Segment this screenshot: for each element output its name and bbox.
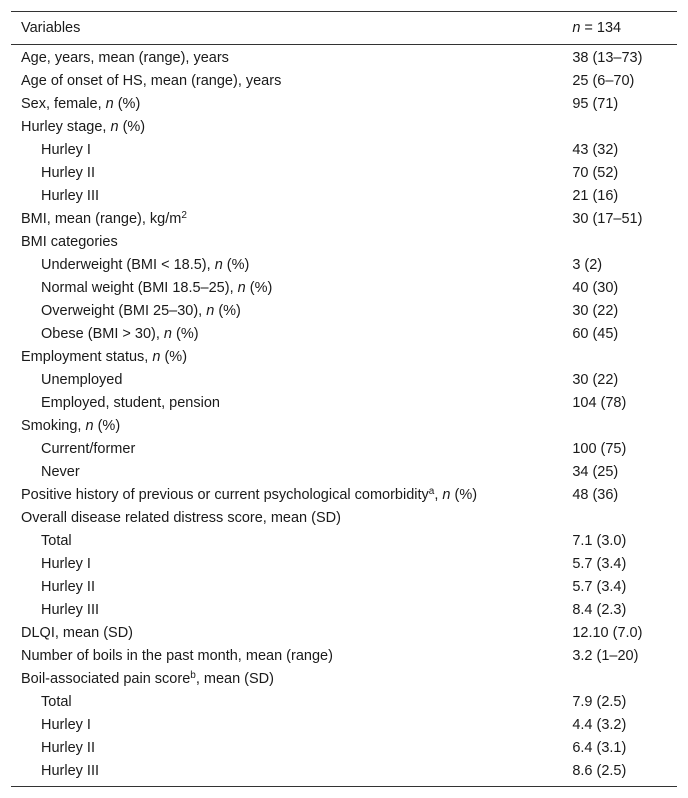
table-row bbox=[11, 116, 677, 139]
row-label: Obese (BMI > 30), n (%) bbox=[41, 326, 199, 342]
row-label: Total bbox=[41, 533, 72, 549]
row-label: Hurley III bbox=[41, 188, 100, 204]
row-value: 5.7 (3.4) bbox=[572, 579, 627, 595]
table-row bbox=[11, 576, 677, 599]
row-label: Employed, student, pension bbox=[41, 395, 220, 411]
row-label: Hurley II bbox=[41, 579, 95, 595]
row-label: Total bbox=[41, 694, 72, 710]
table-row bbox=[11, 231, 677, 254]
row-value: 25 (6–70) bbox=[572, 73, 635, 89]
row-value: 100 (75) bbox=[572, 441, 627, 457]
table-row bbox=[11, 162, 677, 185]
row-value: 43 (32) bbox=[572, 142, 619, 158]
table-row bbox=[11, 208, 677, 231]
row-label: BMI, mean (range), $kg/m^2$ bbox=[21, 210, 187, 227]
row-label: Never bbox=[41, 464, 80, 480]
row-value: 40 (30) bbox=[572, 280, 619, 296]
row-value bbox=[572, 668, 677, 691]
row-label: Age of onset of HS, mean (range), years bbox=[21, 73, 282, 89]
row-value: 104 (78) bbox=[572, 395, 627, 411]
row-label: Hurley III bbox=[41, 602, 100, 618]
row-label: Overall disease related distress score, mean (SD) bbox=[21, 510, 341, 526]
row-value bbox=[572, 116, 677, 139]
row-label: Smoking, n (%) bbox=[21, 418, 121, 434]
row-value: 3.2 (1–20) bbox=[572, 648, 639, 664]
row-label: Normal weight (BMI 18.5–25), n (%) bbox=[41, 280, 273, 296]
row-label: Overweight (BMI 25–30), n (%) bbox=[41, 303, 241, 319]
table-row bbox=[11, 507, 677, 530]
table-row bbox=[11, 277, 677, 300]
table-row bbox=[11, 645, 677, 668]
row-value: 3 (2) bbox=[572, 257, 603, 273]
row-value: 30 (17–51) bbox=[572, 211, 643, 227]
row-value: 7.1 (3.0) bbox=[572, 533, 627, 549]
table-row bbox=[11, 553, 677, 576]
table-row bbox=[11, 461, 677, 484]
table-row bbox=[11, 254, 677, 277]
row-label: Employment status, n (%) bbox=[21, 349, 188, 365]
header-variables: Variables bbox=[21, 20, 81, 36]
table-row bbox=[11, 622, 677, 645]
row-value: 95 (71) bbox=[572, 96, 619, 112]
row-label: Hurley III bbox=[41, 763, 100, 779]
table-row bbox=[11, 737, 677, 760]
row-label: Positive history of previous or current psychological comorbidity$^a$, n (%) bbox=[21, 486, 478, 503]
row-value: 48 (36) bbox=[572, 487, 619, 503]
table-row bbox=[11, 668, 677, 691]
header-n: n = 134 bbox=[572, 20, 622, 36]
row-value: 30 (22) bbox=[572, 372, 619, 388]
table-row bbox=[11, 300, 677, 323]
row-label: Hurley I bbox=[41, 717, 91, 733]
table-row bbox=[11, 438, 677, 461]
row-label: Hurley II bbox=[41, 740, 95, 756]
row-value bbox=[572, 507, 677, 530]
table-row bbox=[11, 346, 677, 369]
row-value: 4.4 (3.2) bbox=[572, 717, 627, 733]
row-label: Hurley II bbox=[41, 165, 95, 181]
table-row bbox=[11, 415, 677, 438]
row-value: 30 (22) bbox=[572, 303, 619, 319]
row-label: Sex, female, n (%) bbox=[21, 96, 141, 112]
row-value: 38 (13–73) bbox=[572, 50, 643, 66]
table-row bbox=[11, 599, 677, 622]
row-value: 70 (52) bbox=[572, 165, 619, 181]
row-value: 60 (45) bbox=[572, 326, 619, 342]
row-label: Age, years, mean (range), years bbox=[21, 50, 229, 66]
row-value bbox=[572, 231, 677, 254]
row-value: 12.10 (7.0) bbox=[572, 625, 643, 641]
row-value: 8.6 (2.5) bbox=[572, 763, 627, 779]
row-label: BMI categories bbox=[21, 234, 118, 250]
table-row bbox=[11, 484, 677, 507]
table-row bbox=[11, 760, 677, 787]
row-label: Hurley stage, n (%) bbox=[21, 119, 146, 135]
table-row bbox=[11, 530, 677, 553]
row-value: 5.7 (3.4) bbox=[572, 556, 627, 572]
row-value bbox=[572, 415, 677, 438]
row-value: 34 (25) bbox=[572, 464, 619, 480]
table-row bbox=[11, 392, 677, 415]
row-label: Unemployed bbox=[41, 372, 123, 388]
characteristics-table bbox=[11, 11, 677, 787]
table-row bbox=[11, 45, 677, 71]
row-value: 21 (16) bbox=[572, 188, 619, 204]
table-row bbox=[11, 323, 677, 346]
table-row bbox=[11, 691, 677, 714]
row-value: 6.4 (3.1) bbox=[572, 740, 627, 756]
row-label: Hurley I bbox=[41, 556, 91, 572]
table-row bbox=[11, 139, 677, 162]
row-label: Hurley I bbox=[41, 142, 91, 158]
row-label: Number of boils in the past month, mean (range) bbox=[21, 648, 333, 664]
table-row bbox=[11, 714, 677, 737]
row-label: DLQI, mean (SD) bbox=[21, 625, 133, 641]
table-header-row bbox=[11, 12, 677, 45]
table-row bbox=[11, 93, 677, 116]
row-value: 8.4 (2.3) bbox=[572, 602, 627, 618]
row-value: 7.9 (2.5) bbox=[572, 694, 627, 710]
table-row bbox=[11, 185, 677, 208]
table-row bbox=[11, 70, 677, 93]
row-label: Underweight (BMI < 18.5), n (%) bbox=[41, 257, 250, 273]
table-row bbox=[11, 369, 677, 392]
row-label: Current/former bbox=[41, 441, 136, 457]
row-value bbox=[572, 346, 677, 369]
row-label: Boil-associated pain score$^b$, mean (SD) bbox=[21, 670, 274, 687]
